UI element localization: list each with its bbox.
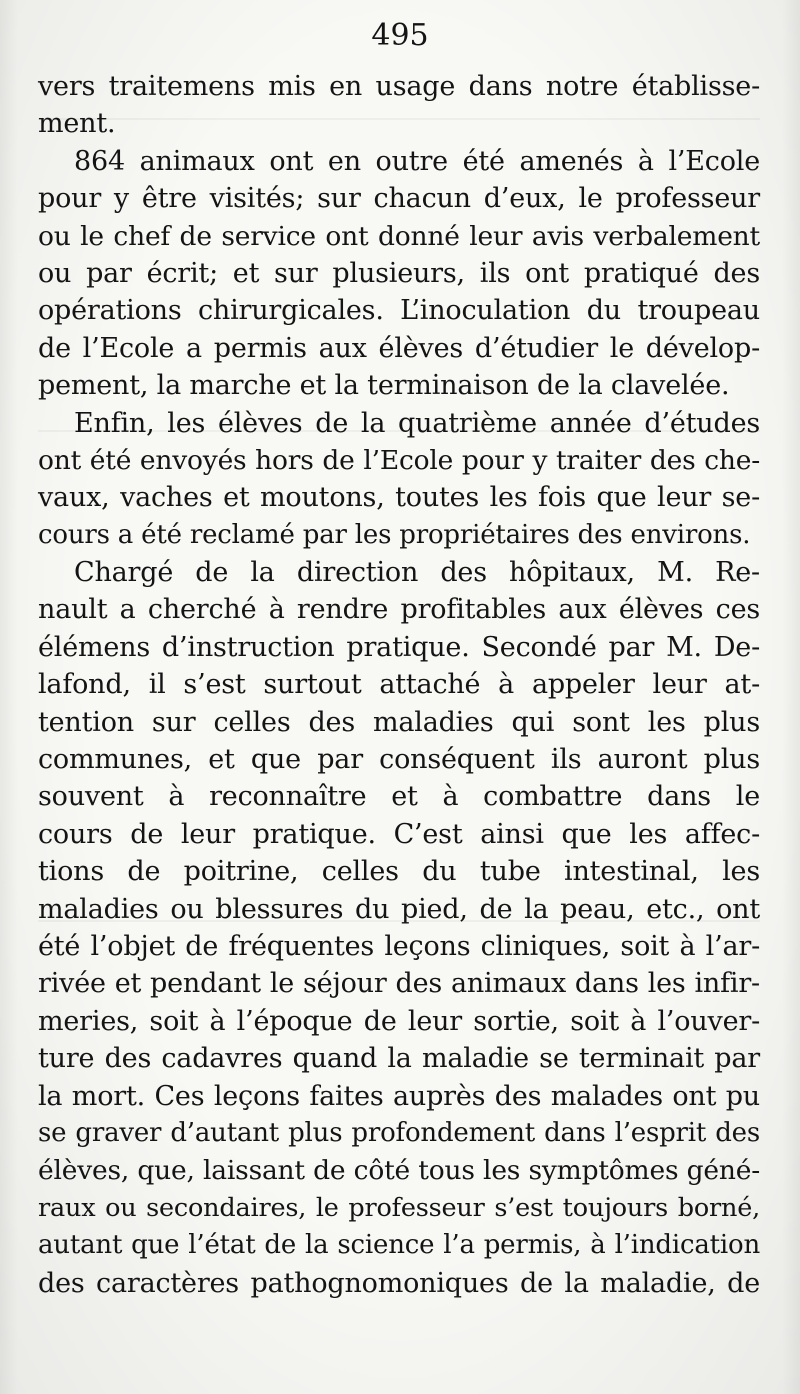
text-line: lafond, il s’est surtout attaché à appeler leur at- xyxy=(38,669,760,701)
text-line: ment. xyxy=(38,108,116,140)
text-line: cours de leur pratique. C’est ainsi que les affec- xyxy=(38,818,760,850)
text-line: la mort. Ces leçons faites auprès des malades ont pu xyxy=(38,1080,760,1112)
body-text xyxy=(38,68,760,1302)
text-line: rivée et pendant le séjour des animaux dans les infir- xyxy=(38,968,760,1000)
text-line: vers traitemens mis en usage dans notre établisse- xyxy=(38,71,760,102)
text-line: pement, la marche et la terminaison de la clavelée. xyxy=(38,370,730,402)
text-line: souvent à reconnaître et à combattre dans le xyxy=(38,781,760,813)
text-line: ture des cadavres quand la maladie se terminait par xyxy=(38,1043,760,1075)
text-line: raux ou secondaires, le professeur s’est toujours borné, xyxy=(38,1192,760,1223)
text-line: ou le chef de service ont donné leur avis verbalement xyxy=(38,220,760,252)
text-line: communes, et que par conséquent ils auront plus xyxy=(38,744,760,776)
text-line: nault a cherché à rendre profitables aux élèves ces xyxy=(38,594,760,626)
text-line: tions de poitrine, celles du tube intestinal, les xyxy=(38,856,760,888)
text-line: maladies ou blessures du pied, de la peau, etc., ont xyxy=(38,893,760,925)
text-line: Enfin, les élèves de la quatrième année d’études xyxy=(74,407,760,439)
text-line: meries, soit à l’époque de leur sortie, soit à l’ouver- xyxy=(38,1005,760,1037)
text-line: 864 animaux ont en outre été amenés à l’Ecole xyxy=(74,145,760,177)
text-line: ont été envoyés hors de l’Ecole pour y traiter des che- xyxy=(38,444,760,476)
text-line: autant que l’état de la science l’a permis, à l’indication xyxy=(38,1230,760,1261)
text-line: élémens d’instruction pratique. Secondé par M. De- xyxy=(38,631,760,663)
text-line: pour y être visités; sur chacun d’eux, le professeur xyxy=(38,183,760,215)
text-line: de l’Ecole a permis aux élèves d’étudier le dévelop- xyxy=(38,332,760,364)
text-line: vaux, vaches et moutons, toutes les fois que leur se- xyxy=(38,482,760,514)
text-line: des caractères pathognomoniques de la maladie, de xyxy=(38,1267,760,1299)
text-line: élèves, que, laissant de côté tous les symptômes géné- xyxy=(38,1155,760,1187)
text-line: ou par écrit; et sur plusieurs, ils ont pratiqué des xyxy=(38,257,760,289)
text-line: opérations chirurgicales. L’inoculation du troupeau xyxy=(38,295,760,327)
page-number: 495 xyxy=(371,18,429,53)
text-line: Chargé de la direction des hôpitaux, M. Re- xyxy=(74,557,760,589)
text-line: cours a été reclamé par les propriétaires des environs. xyxy=(38,519,751,550)
text-line: tention sur celles des maladies qui sont les plus xyxy=(38,706,760,738)
text-line: se graver d’autant plus profondement dans l’esprit des xyxy=(38,1117,760,1148)
text-line: été l’objet de fréquentes leçons cliniques, soit à l’ar- xyxy=(38,930,760,962)
